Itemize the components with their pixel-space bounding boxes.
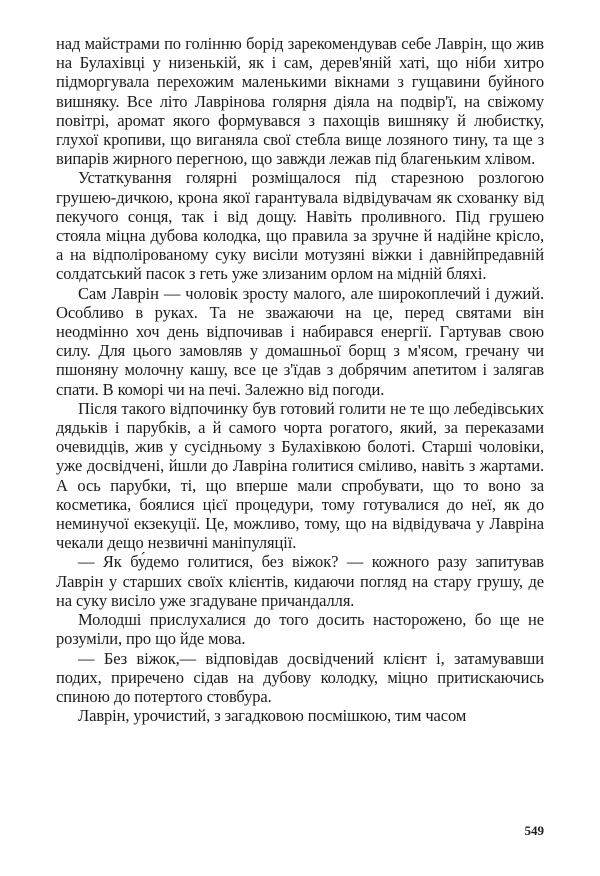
paragraph: Молодші прислухалися до того досить насторожено, бо ще не розуміли, про що йде мова.	[56, 610, 544, 649]
paragraph: — Без віжок,— відповідав досвідчений клієнт і, затамувавши подих, приречено сідав на дубову колодку, міцно притискаючись спиною до потертого стовбура.	[56, 648, 544, 706]
page-number: 549	[524, 823, 544, 838]
page-body	[56, 34, 544, 725]
paragraph: над майстрами по голінню борід зарекомендував себе Лаврін, що жив на Булахівці у низенькій, як і сам, дерев'яній хаті, що ніби хитро підморгувала перехожим маленькими вікнами з гущавини буйного вишняку. Все літо Лаврінова голярня діяла на подвір'ї, на свіжому повітрі, аромат якого формувався з пахощів вишняку й любистку, глухої кропиви, що виганяла свої стебла вище лозяного тину, та ще з випарів жирного перегною, що завжди лежав під благеньким хлівом.	[56, 34, 544, 169]
paragraph: — Як бу́демо голитися, без віжок? — кожного разу запитував Лаврін у старших своїх клієнтів, кидаючи погляд на стару грушу, де на суку висіло уже згадуване причандалля.	[56, 552, 544, 610]
paragraph: Сам Лаврін — чоловік зросту малого, але широкоплечий і дужий. Особливо в руках. Та не зважаючи на це, перед святами він неодмінно хоч день відпочивав і набирався енергії. Гартував свою силу. Для цього замовляв у домашньої борщ з м'ясом, гречану чи пшоняну молочну кашу, все це з'їдав з добрячим апетитом і залягав спати. В коморі чи на печі. Залежно від погоди.	[56, 283, 544, 399]
paragraph: Лаврін, урочистий, з загадковою посмішкою, тим часом	[78, 706, 467, 726]
paragraph: Устаткування голярні розміщалося під старезною розлогою грушею-дичкою, крона якої гарантувала відвідувачам як схованку від пекучого сонця, так і від дощу. Навіть проливного. Під грушею стояла міцна дубова колодка, що правила за зручне й надійне крісло, а на відполірованому суку висіли мотузяні віжки і давнійпредавній солдатський пасок з геть уже злизаним орлом на мідній бляхі.	[56, 168, 544, 284]
paragraph: Після такого відпочинку був готовий голити не те що лебедівських дядьків і парубків, а й самого чорта рогатого, який, за переказами очевидців, жив у сусідньому з Булахівкою болоті. Старші чоловіки, уже досвідчені, йшли до Лавріна голитися сміливо, навіть з жартами. А ось парубки, ті, що вперше мали спробувати, що то воно за косметика, боялися цієї процедури, тому готувалися до неї, як до неминучої екзекуції. Це, можливо, тому, що на відвідувача у Лавріна чекали дещо незвичні маніпуляції.	[56, 398, 544, 553]
